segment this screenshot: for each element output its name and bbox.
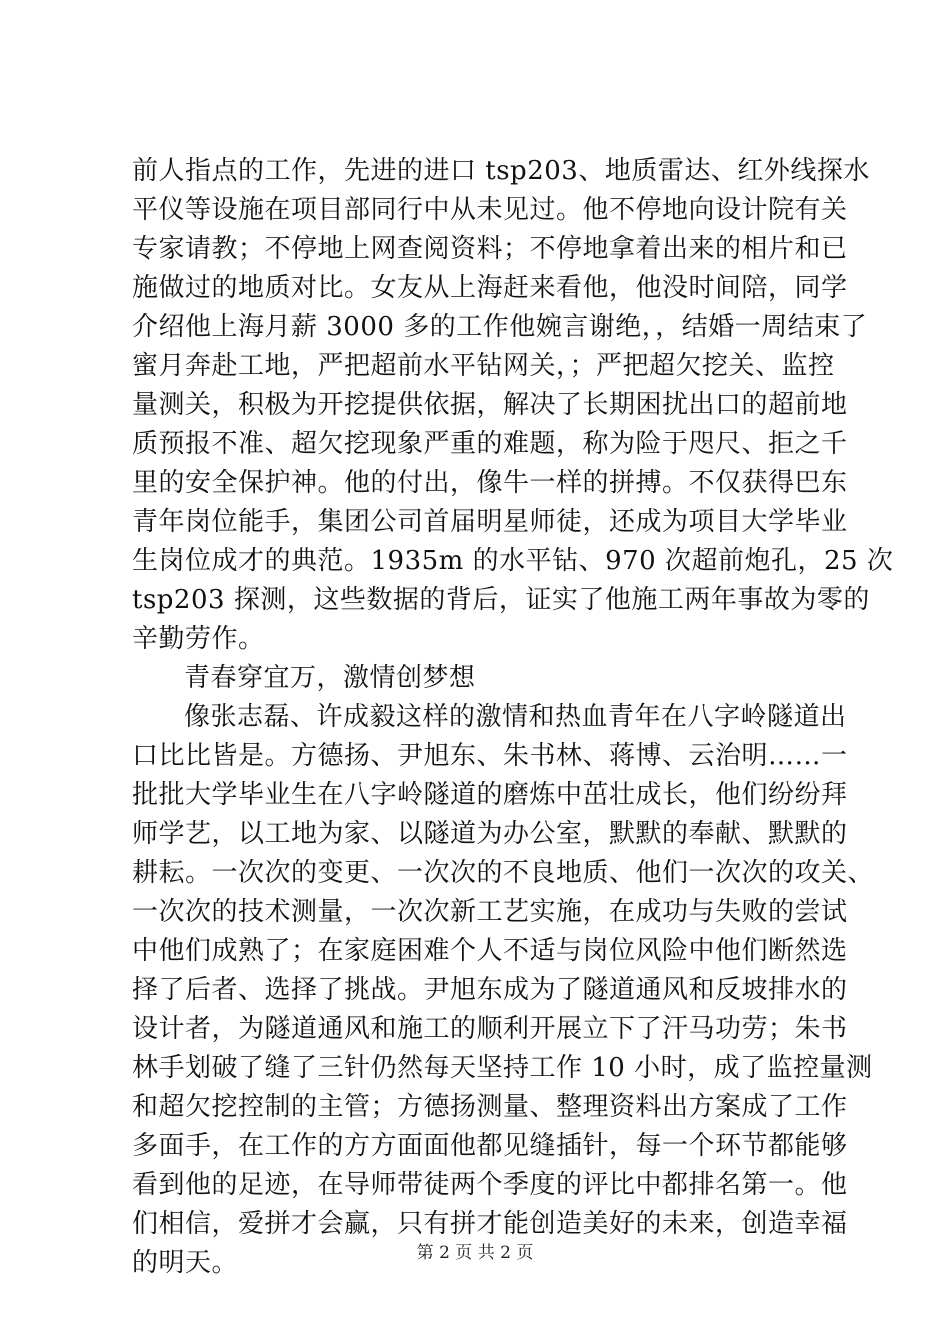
text-line: 辛勤劳作。: [132, 624, 265, 654]
text-line: 像张志磊、许成毅这样的激情和热血青年在八字岭隧道出: [184, 702, 847, 732]
text-line: tsp203 探测，这些数据的背后，证实了他施工两年事故为零的: [132, 585, 870, 615]
text-line: 的明天。: [132, 1248, 239, 1278]
text-line: 和超欠挖控制的主管；方德扬测量、整理资料出方案成了工作: [132, 1092, 848, 1122]
page-number-footer: 第 2 页 共 2 页: [416, 1243, 534, 1263]
text-line: 蜜月奔赴工地，严把超前水平钻网关，；严把超欠挖关、监控: [132, 351, 835, 381]
text-line: 介绍他上海月薪 3000 多的工作他婉言谢绝，，结婚一周结束了: [132, 312, 868, 342]
heading-line: 青春穿宜万，激情创梦想: [184, 663, 476, 693]
text-line: 多面手，在工作的方方面面他都见缝插针，每一个环节都能够: [132, 1131, 848, 1161]
text-line: 平仪等设施在项目部同行中从未见过。他不停地向设计院有关: [132, 195, 848, 225]
section-heading: [132, 659, 832, 698]
text-line: 施做过的地质对比。女友从上海赶来看他，他没时间陪，同学: [132, 273, 848, 303]
text-line: 择了后者、选择了挑战。尹旭东成为了隧道通风和反坡排水的: [132, 975, 848, 1005]
text-line: 中他们成熟了；在家庭困难个人不适与岗位风险中他们断然选: [132, 936, 848, 966]
text-line: 口比比皆是。方德扬、尹旭东、朱书林、蒋博、云治明……一: [132, 741, 848, 771]
text-line: 前人指点的工作，先进的进口 tsp203、地质雷达、红外线探水: [132, 156, 870, 186]
text-line: 质预报不准、超欠挖现象严重的难题，称为险于咫尺、拒之千: [132, 429, 848, 459]
text-line: 们相信，爱拼才会赢，只有拼才能创造美好的未来，创造幸福: [132, 1209, 848, 1239]
text-line: 青年岗位能手，集团公司首届明星师徒，还成为项目大学毕业: [132, 507, 848, 537]
paragraph-2: [132, 698, 875, 1283]
text-line: 一次次的技术测量，一次次新工艺实施，在成功与失败的尝试: [132, 897, 848, 927]
document-body: [132, 152, 894, 1283]
text-line: 师学艺，以工地为家、以隧道为办公室，默默的奉献、默默的: [132, 819, 848, 849]
text-line: 里的安全保护神。他的付出，像牛一样的拼搏。不仅获得巴东: [132, 468, 848, 498]
text-line: 批批大学毕业生在八字岭隧道的磨炼中茁壮成长，他们纷纷拜: [132, 780, 848, 810]
paragraph-1: [132, 152, 894, 659]
text-line: 设计者，为隧道通风和施工的顺利开展立下了汗马功劳；朱书: [132, 1014, 848, 1044]
text-line: 量测关，积极为开挖提供依据，解决了长期困扰出口的超前地: [132, 390, 848, 420]
text-line: 林手划破了缝了三针仍然每天坚持工作 10 小时，成了监控量测: [132, 1053, 873, 1083]
text-line: 耕耘。一次次的变更、一次次的不良地质、他们一次次的攻关、: [132, 858, 875, 888]
text-line: 看到他的足迹，在导师带徒两个季度的评比中都排名第一。他: [132, 1170, 848, 1200]
text-line: 专家请教；不停地上网查阅资料；不停地拿着出来的相片和已: [132, 234, 848, 264]
text-line: 生岗位成才的典范。1935m 的水平钻、970 次超前炮孔，25 次: [132, 546, 894, 576]
